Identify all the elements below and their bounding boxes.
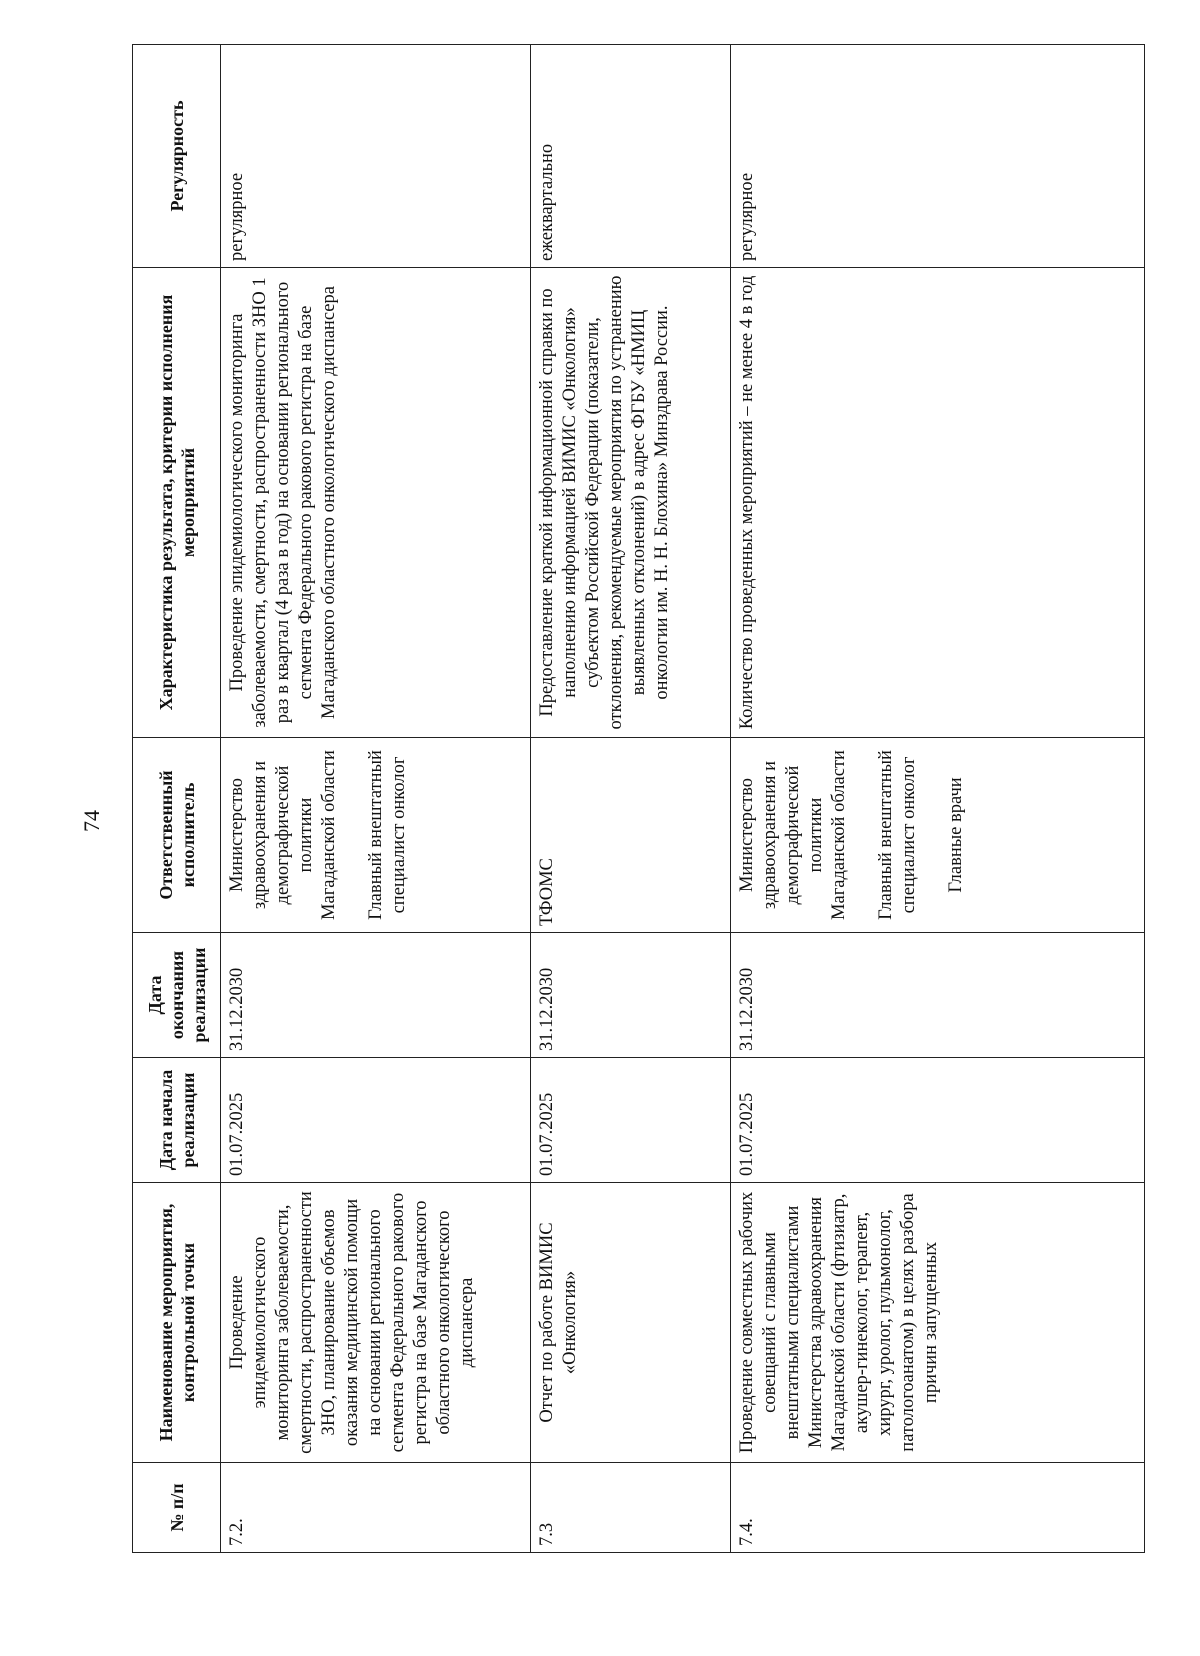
header-name: Наименование мероприятия, контрольной точки: [133, 1183, 221, 1463]
responsible-oncologist: Главный внештатный специалист онколог: [876, 750, 919, 920]
header-result: Характеристика результата, критерии исполнения мероприятий: [133, 268, 221, 738]
row-end: 31.12.2030: [531, 933, 731, 1058]
responsible-tfoms: ТФОМС: [537, 858, 557, 926]
table-row: [221, 45, 531, 1553]
row-result: Предоставление краткой информационной справки по наполнению информацией ВИМИС «Онкология» субъектом Российской Федерации (показатели, отклонения, рекомендуемые мероприятия по устранению выявленных отклонений) в адрес ФГБУ «НМИЦ онкологии им. Н. Н. Блохина» Минздрава России.: [531, 268, 731, 738]
row-end: 31.12.2030: [221, 933, 531, 1058]
row-responsible: [731, 738, 1145, 933]
row-num: 7.2.: [221, 1463, 531, 1553]
row-name: Проведение совместных рабочих совещаний с главными внештатными специалистами Министерства здравоохранения Магаданской области (фтизиатр, акушер-гинеколог, терапевт, хирург, уролог, пульмонолог, патологоанатом) в целях разбора причин запущенных: [731, 1183, 1145, 1463]
row-result: Количество проведенных мероприятий – не менее 4 в год: [731, 268, 1145, 738]
page-number: 74: [79, 810, 104, 832]
row-num: 7.4.: [731, 1463, 1145, 1553]
row-responsible: [221, 738, 531, 933]
responsible-ministry: Министерство здравоохранения и демографической политики Магаданской области: [737, 750, 849, 920]
header-start: Дата начала реализации: [133, 1058, 221, 1183]
header-responsible: Ответственный исполнитель: [133, 738, 221, 933]
responsible-chief-doctors: Главные врачи: [946, 777, 966, 893]
header-end: Дата окончания реализации: [133, 933, 221, 1058]
measures-table: [132, 44, 1145, 1553]
responsible-ministry: Министерство здравоохранения и демографической политики Магаданской области: [227, 750, 339, 920]
header-row: [133, 45, 221, 1553]
row-result: Проведение эпидемиологического мониторинга заболеваемости, смертности, распространенности ЗНО 1 раз в квартал (4 раза в год) на основании регионального сегмента Федерального ракового регистра на базе Магаданского областного онкологического диспансера: [221, 268, 531, 738]
table-row: [531, 45, 731, 1553]
responsible-oncologist: Главный внештатный специалист онколог: [366, 750, 409, 920]
table-row: [731, 45, 1145, 1553]
row-regularity: ежеквартально: [531, 45, 731, 268]
row-num: 7.3: [531, 1463, 731, 1553]
row-start: 01.07.2025: [731, 1058, 1145, 1183]
row-regularity: регулярное: [221, 45, 531, 268]
row-name: Проведение эпидемиологического мониторинга заболеваемости, смертности, распространенности ЗНО, планирование объемов оказания медицинской помощи на основании регионального сегмента Федерального ракового регистра на базе Магаданского областного онкологического диспансера: [221, 1183, 531, 1463]
header-regularity: Регулярность: [133, 45, 221, 268]
row-responsible: [531, 738, 731, 933]
row-name: Отчет по работе ВИМИС «Онкология»: [531, 1183, 731, 1463]
row-end: 31.12.2030: [731, 933, 1145, 1058]
header-num: № п/п: [133, 1463, 221, 1553]
row-start: 01.07.2025: [531, 1058, 731, 1183]
row-regularity: регулярное: [731, 45, 1145, 268]
row-start: 01.07.2025: [221, 1058, 531, 1183]
rotated-table-container: [132, 45, 1144, 1553]
